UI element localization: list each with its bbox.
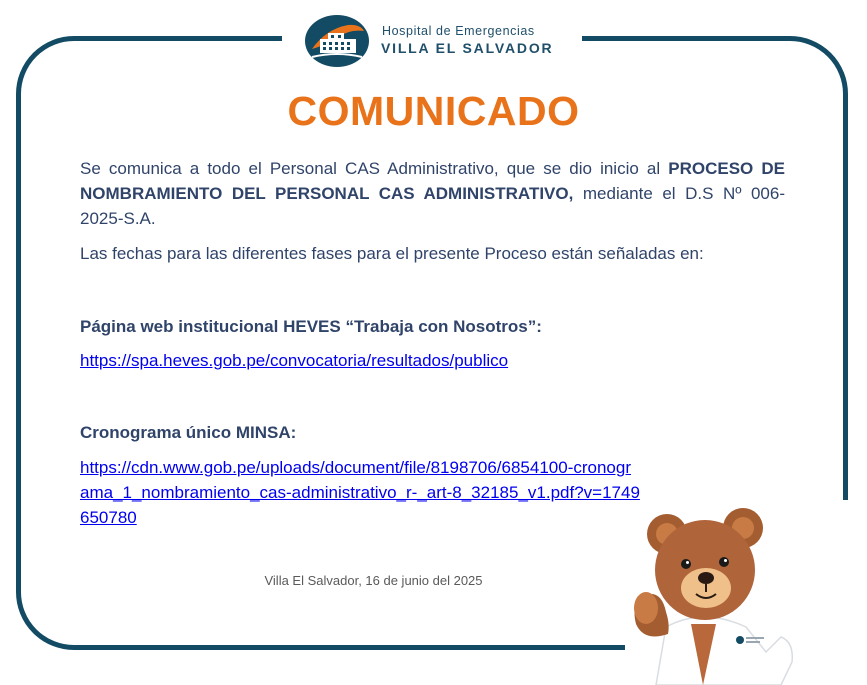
- intro-text-end: mediante el D.S Nº 006-2025-S.A.: [80, 184, 785, 228]
- section-heading-web: Página web institucional HEVES “Trabaja con Nosotros”:: [80, 317, 542, 336]
- cronograma-link-container: [80, 455, 640, 530]
- page-title: COMUNICADO: [287, 88, 580, 134]
- web-link-container: [80, 348, 785, 373]
- section-heading-cronograma: Cronograma único MINSA:: [80, 423, 297, 442]
- hospital-logo-icon: [304, 13, 370, 69]
- intro-bold-text: PROCESO DE NOMBRAMIENTO DEL PERSONAL CAS ADMINISTRATIVO,: [80, 159, 786, 203]
- web-link[interactable]: https://spa.heves.gob.pe/convocatoria/resultados/publico: [80, 351, 509, 370]
- dates-paragraph: Las fechas para las diferentes fases para el presente Proceso están señaladas en:: [80, 244, 704, 263]
- cronograma-link[interactable]: https://cdn.www.gob.pe/uploads/document/file/8198706/6854100-cronograma_1_nombramiento_cas-administrativo_r-_art-8_32185_v1.pdf?v=1749650780: [80, 458, 640, 527]
- hospital-logo: [304, 12, 559, 72]
- logo-hospital-name: Hospital de Emergencias: [382, 24, 535, 38]
- intro-paragraph: [80, 156, 785, 231]
- date-line: Villa El Salvador, 16 de junio del 2025: [264, 573, 483, 588]
- teddy-bear-illustration: [596, 502, 811, 685]
- logo-location-name: VILLA EL SALVADOR: [381, 40, 554, 56]
- intro-text: Se comunica a todo el Personal CAS Administrativo, que se dio inicio al: [80, 159, 669, 178]
